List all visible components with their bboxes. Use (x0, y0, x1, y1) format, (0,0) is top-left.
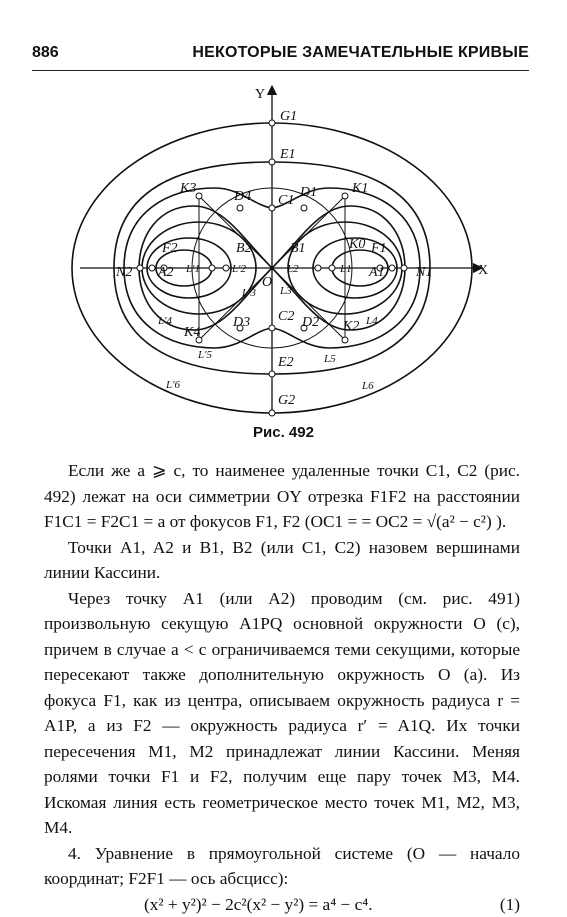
label-L1-left: L'1 (185, 263, 200, 275)
point-A2: A2 (157, 265, 174, 280)
label-L2-left: L'2 (231, 263, 246, 275)
label-L5: L5 (323, 353, 336, 365)
equation-line (44, 892, 520, 917)
point-D4: D4 (233, 189, 251, 204)
body-text (44, 458, 520, 917)
point-G1: G1 (280, 109, 297, 124)
point-K1: K1 (351, 181, 368, 196)
point-D2: D2 (301, 315, 319, 330)
point-N2: N2 (115, 265, 132, 280)
point-K2: K2 (342, 319, 359, 334)
point-K0: K0 (348, 237, 365, 252)
point-K4: K4 (183, 325, 200, 340)
point-C2: C2 (278, 309, 294, 324)
equation-number: (1) (500, 892, 520, 917)
label-L2-right: L2 (286, 263, 299, 275)
point-F1: F1 (370, 241, 387, 256)
label-L6: L6 (361, 380, 374, 392)
label-L4p: L'4 (157, 315, 172, 327)
origin-label: O (262, 275, 272, 290)
label-L3: L3 (279, 285, 292, 297)
label-L4: L4 (365, 315, 378, 327)
cassini-figure (0, 80, 567, 420)
axis-x-label: X (478, 263, 488, 278)
point-A1: A1 (368, 265, 385, 280)
label-L3p: L'3 (241, 287, 256, 299)
point-B1: B1 (290, 241, 306, 256)
label-L6p: L'6 (165, 379, 180, 391)
point-D3: D3 (232, 315, 250, 330)
equation: (x² + y²)² − 2c²(x² − y²) = a⁴ − c⁴. (144, 892, 373, 917)
label-L5p: L'5 (197, 349, 212, 361)
point-E1: E1 (279, 147, 296, 162)
point-G2: G2 (278, 393, 295, 408)
page-number: 886 (32, 44, 59, 62)
paragraph-construction: Через точку A1 (или A2) проводим (см. рис. 491) произвольную секущую A1PQ основной окружности O (c), причем в случае a < c ограничиваемся теми секущими, которые пересекают также дополнительную окружность O (a). Из фокуса F1, как из центра, описываем окружность радиуса r = A1P, а из F2 — окружность радиуса r′ = A1Q. Их точки пересечения M1, M2 принадлежат линии Кассини. Меняя ролями точки F1 и F2, получим еще пару точек M3, M4. Искомая линия есть геометрическое место точек M1, M2, M3, M4. (44, 586, 520, 841)
page-header (32, 40, 529, 71)
paragraph-equation-heading: 4. Уравнение в прямоугольной системе (O — начало координат; F2F1 — ось абсцисс): (44, 841, 520, 892)
paragraph-vertices-definition: Точки A1, A2 и B1, B2 (или C1, C2) назовем вершинами линии Кассини. (44, 535, 520, 586)
point-E2: E2 (277, 355, 294, 370)
point-F2: F2 (161, 241, 178, 256)
axis-y-label: Y (255, 87, 265, 102)
point-D1: D1 (299, 185, 317, 200)
point-B2: B2 (236, 241, 252, 256)
figure-caption: Рис. 492 (0, 424, 567, 441)
paragraph-vertices-distance: Если же a ⩾ c, то наименее удаленные точки C1, C2 (рис. 492) лежат на оси симметрии OY отрезка F1F2 на расстоянии F1C1 = F2C1 = a от фокусов F1, F2 (OC1 = = OC2 = √(a² − c²) ). (44, 458, 520, 535)
running-title: НЕКОТОРЫЕ ЗАМЕЧАТЕЛЬНЫЕ КРИВЫЕ (192, 44, 529, 62)
point-K3: K3 (179, 181, 196, 196)
point-C1: C1 (278, 193, 294, 208)
label-L1-right: L1 (339, 263, 352, 275)
point-N1: N1 (415, 265, 432, 280)
